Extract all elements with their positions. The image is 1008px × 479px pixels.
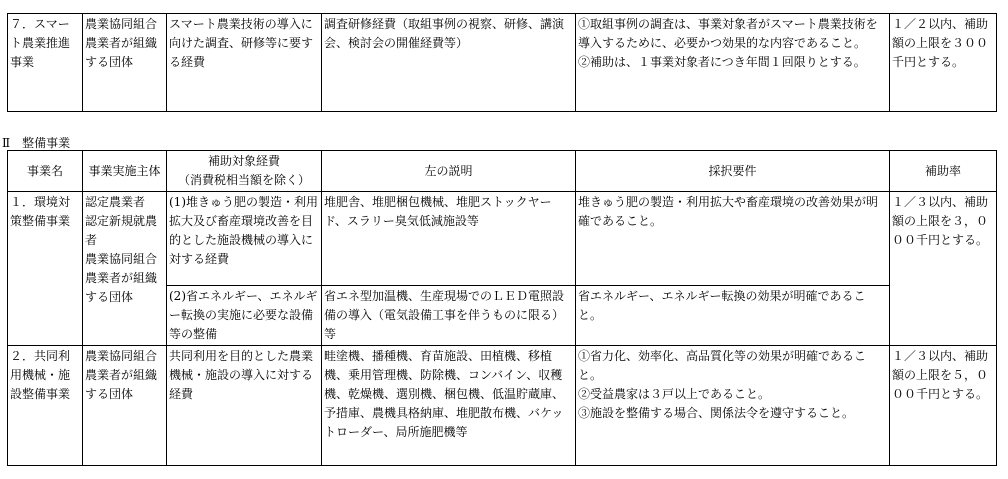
implementing-entity-cell: 認定農業者 認定新規就農者 農業協同組合 農業者が組織する団体 bbox=[83, 192, 167, 346]
explanation-cell: 調査研修経費（取組事例の視察、研修、講演会、検討会の開催経費等） bbox=[322, 14, 576, 112]
header-expense-note: （消費税相当額を除く） bbox=[177, 173, 310, 187]
header-entity: 事業実施主体 bbox=[83, 151, 167, 192]
header-expense bbox=[167, 151, 322, 192]
subsidy-rate-cell: １／３以内、補助額の上限を３，０００千円とする。 bbox=[890, 192, 997, 346]
implementing-entity-cell: 農業協同組合農業者が組織する団体 bbox=[83, 14, 167, 112]
requirement-line: ①省力化、効率化、高品質化等の効果が明確であること。 bbox=[578, 349, 867, 382]
requirement-cell: 省エネルギー、エネルギー転換の効果が明確であること。 bbox=[576, 286, 890, 346]
eligible-expense-cell: 共同利用を目的とした農業機械・施設の導入に対する経費 bbox=[167, 346, 322, 466]
requirement-line: ③施設を整備する場合、関係法令を遵守すること。 bbox=[578, 406, 855, 420]
explanation-cell: 省エネ型加温機、生産現場でのＬＥＤ電照設備の導入（電気設備工事を伴うものに限る）等 bbox=[322, 286, 576, 346]
facility-projects-table bbox=[7, 150, 997, 466]
header-rate: 補助率 bbox=[890, 151, 997, 192]
requirement-line: ②受益農家は３戸以上であること。 bbox=[578, 387, 771, 401]
project-name-cell: ７．スマート農業推進事業 bbox=[8, 14, 83, 112]
requirement-cell bbox=[576, 346, 890, 466]
table-row bbox=[8, 192, 997, 286]
section-heading: Ⅱ 整備事業 bbox=[2, 136, 71, 150]
table-row bbox=[8, 14, 997, 112]
header-project: 事業名 bbox=[8, 151, 83, 192]
requirement-cell: 堆きゅう肥の製造・利用拡大や畜産環境の改善効果が明確であること。 bbox=[576, 192, 890, 286]
project-name-cell: １．環境対策整備事業 bbox=[8, 192, 83, 346]
eligible-expense-cell: (1)堆きゅう肥の製造・利用拡大及び畜産環境改善を目的とした施設機械の導入に対する経費 bbox=[167, 192, 322, 286]
header-expense-title: 補助対象経費 bbox=[207, 154, 280, 168]
subsidy-rate-cell: １／２以内、補助額の上限を３００千円とする。 bbox=[890, 14, 997, 112]
project-name-cell: ２．共同利用機械・施設整備事業 bbox=[8, 346, 83, 466]
eligible-expense-cell: (2)省エネルギー、エネルギー転換の実施に必要な設備等の整備 bbox=[167, 286, 322, 346]
requirement-line: ①取組事例の調査は、事業対象者がスマート農業技術を導入するために、必要かつ効果的な内容であること。 bbox=[578, 17, 878, 50]
table-row bbox=[8, 346, 997, 466]
header-explanation: 左の説明 bbox=[322, 151, 576, 192]
requirement-line: ②補助は、１事業対象者につき年間１回限りとする。 bbox=[578, 55, 866, 69]
subsidy-rate-cell: １／３以内、補助額の上限を５，０００千円とする。 bbox=[890, 346, 997, 466]
explanation-cell: 畦塗機、播種機、育苗施設、田植機、移植機、乗用管理機、防除機、コンバイン、収穫機、乾燥機、選別機、梱包機、低温貯蔵庫、予措庫、農機具格納庫、堆肥散布機、バケットローダー、局所施肥機等 bbox=[322, 346, 576, 466]
implementing-entity-cell: 農業協同組合農業者が組織する団体 bbox=[83, 346, 167, 466]
header-requirement: 採択要件 bbox=[576, 151, 890, 192]
eligible-expense-cell: スマート農業技術の導入に向けた調査、研修等に要する経費 bbox=[167, 14, 322, 112]
requirement-cell bbox=[576, 14, 890, 112]
table-header-row bbox=[8, 151, 997, 192]
smart-agriculture-table bbox=[7, 13, 997, 112]
explanation-cell: 堆肥舎、堆肥梱包機械、堆肥ストックヤード、スラリー臭気低減施設等 bbox=[322, 192, 576, 286]
